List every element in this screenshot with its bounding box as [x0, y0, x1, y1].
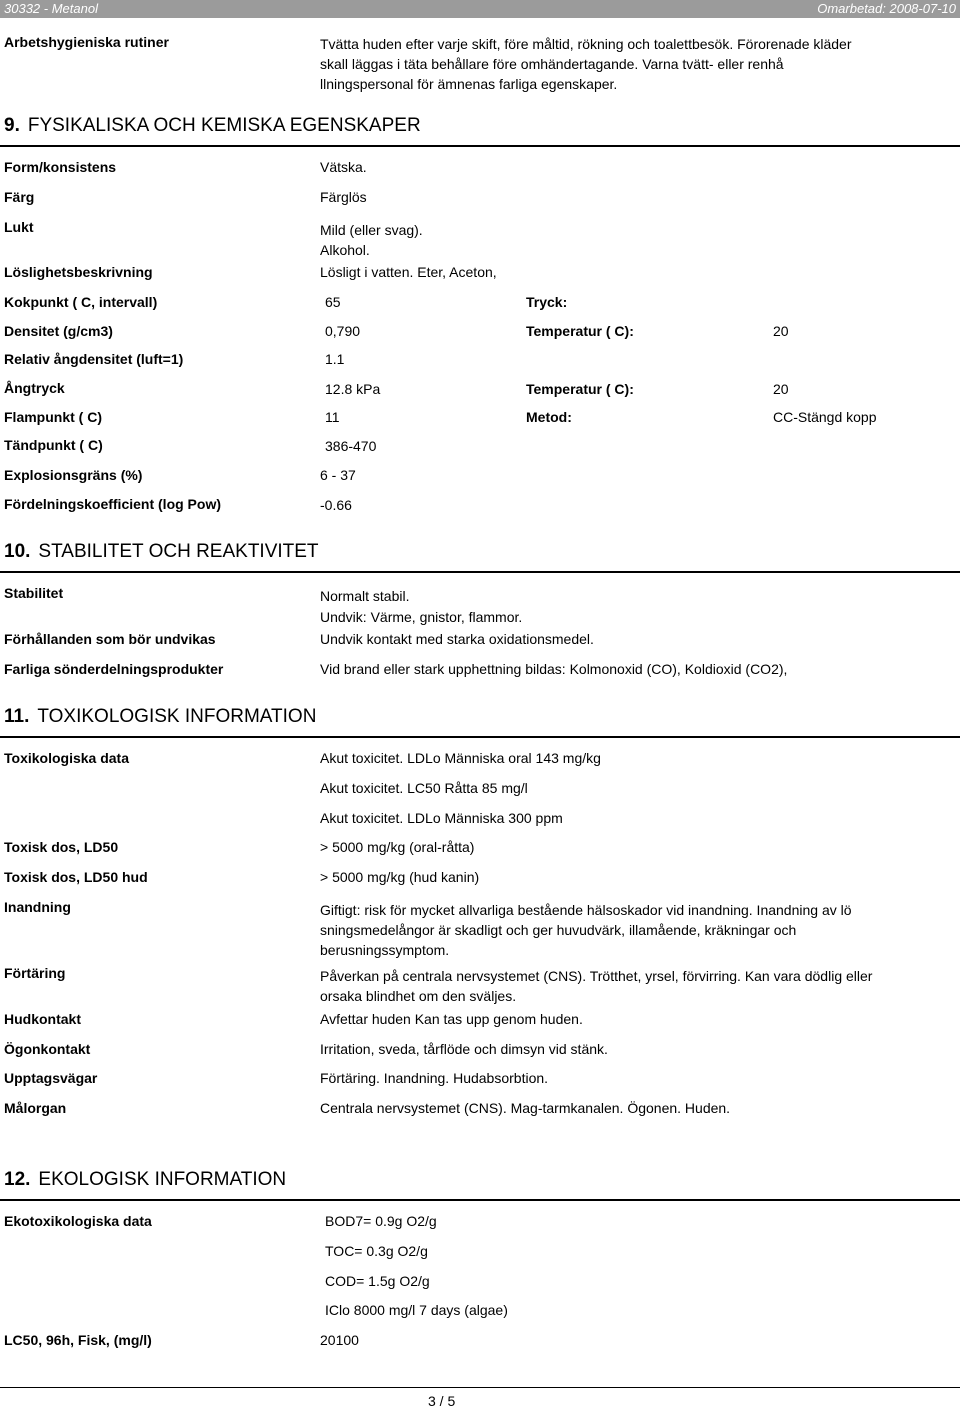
ld50-skin-label: Toxisk dos, LD50 hud	[4, 869, 148, 885]
target-label: Målorgan	[4, 1100, 67, 1116]
section-9-heading: FYSIKALISKA OCH KEMISKA EGENSKAPER	[27, 115, 421, 136]
ingestion-label: Förtäring	[4, 965, 66, 981]
vapor-pressure-value: 12.8 kPa	[325, 381, 381, 397]
form-value: Vätska.	[320, 159, 367, 175]
density-temp-label: Temperatur ( C):	[526, 323, 634, 339]
tox-value: Akut toxicitet. LDLo Människa 300 ppm	[320, 810, 563, 826]
odor-value-2: Alkohol.	[320, 242, 370, 258]
section-10-heading: STABILITET OCH REAKTIVITET	[38, 541, 319, 562]
ecotox-label: Ekotoxikologiska data	[4, 1213, 152, 1229]
section-10-number: 10.	[4, 541, 31, 562]
section-9-divider	[0, 145, 960, 147]
vapor-density-label: Relativ ångdensitet (luft=1)	[4, 351, 184, 367]
method-label: Metod:	[526, 409, 572, 425]
header-bar	[0, 0, 960, 18]
ecotox-value: TOC= 0.3g O2/g	[325, 1243, 428, 1259]
ecotox-value: COD= 1.5g O2/g	[325, 1273, 430, 1289]
ecotox-value: IClo 8000 mg/l 7 days (algae)	[325, 1302, 508, 1318]
avoid-value: Undvik: Värme, gnistor, flammor.	[320, 609, 523, 625]
color-label: Färg	[4, 189, 35, 205]
boiling-label: Kokpunkt ( C, intervall)	[4, 294, 158, 310]
method-value: CC-Stängd kopp	[773, 409, 877, 425]
vapor-density-value: 1.1	[325, 351, 345, 367]
density-label: Densitet (g/cm3)	[4, 323, 113, 339]
partition-value: -0.66	[320, 497, 352, 513]
decomp-label: Farliga sönderdelningsprodukter	[4, 661, 224, 677]
form-label: Form/konsistens	[4, 159, 117, 175]
eye-label: Ögonkontakt	[4, 1041, 91, 1057]
routes-value: Förtäring. Inandning. Hudabsorbtion.	[320, 1070, 549, 1086]
stability-label: Stabilitet	[4, 585, 64, 601]
ignition-label: Tändpunkt ( C)	[4, 437, 103, 453]
odor-value-1: Mild (eller svag).	[320, 222, 423, 238]
vapor-pressure-label: Ångtryck	[4, 380, 65, 396]
ld50-label: Toxisk dos, LD50	[4, 839, 119, 855]
ecotox-value: BOD7= 0.9g O2/g	[325, 1213, 437, 1229]
hygiene-label: Arbetshygieniska rutiner	[4, 34, 169, 50]
section-10-divider	[0, 571, 960, 573]
section-12-divider	[0, 1199, 960, 1201]
odor-label: Lukt	[4, 219, 34, 235]
routes-label: Upptagsvägar	[4, 1070, 98, 1086]
density-value: 0,790	[325, 323, 361, 339]
conditions-value: Undvik kontakt med starka oxidationsmedel.	[320, 631, 594, 647]
solubility-label: Löslighetsbeskrivning	[4, 264, 153, 280]
lc50-label: LC50, 96h, Fisk, (mg/l)	[4, 1332, 152, 1348]
pressure-label: Tryck:	[526, 294, 568, 310]
tox-value: Akut toxicitet. LDLo Människa oral 143 mg/kg	[320, 750, 601, 766]
inhalation-value: Giftigt: risk för mycket allvarliga bestående hälsoskador vid inandning. Inandning av lö sningsmedelångor är skadligt och ger huvudvärk, illamående, kräkningar och berusningssymptom.	[320, 902, 852, 958]
section-9-number: 9.	[4, 115, 20, 136]
section-12-number: 12.	[4, 1169, 31, 1190]
footer-divider	[0, 1387, 960, 1388]
vapor-temp-value: 20	[773, 381, 789, 397]
color-value: Färglös	[320, 189, 367, 205]
stability-value: Normalt stabil.	[320, 588, 410, 604]
decomp-value: Vid brand eller stark upphettning bildas: Kolmonoxid (CO), Koldioxid (CO2),	[320, 661, 788, 677]
explosion-value: 6 - 37	[320, 467, 356, 483]
density-temp-value: 20	[773, 323, 789, 339]
solubility-value: Lösligt i vatten. Eter, Aceton,	[320, 264, 497, 280]
tox-label: Toxikologiska data	[4, 750, 129, 766]
tox-value: Akut toxicitet. LC50 Råtta 85 mg/l	[320, 780, 528, 796]
section-11-number: 11.	[4, 706, 30, 727]
target-value: Centrala nervsystemet (CNS). Mag-tarmkanalen. Ögonen. Huden.	[320, 1100, 731, 1116]
conditions-label: Förhållanden som bör undvikas	[4, 631, 216, 647]
vapor-temp-label: Temperatur ( C):	[526, 381, 634, 397]
boiling-value: 65	[325, 294, 341, 310]
revision-date: Omarbetad: 2008-07-10	[817, 1, 956, 16]
eye-value: Irritation, sveda, tårflöde och dimsyn vid stänk.	[320, 1041, 608, 1057]
section-11-heading: TOXIKOLOGISK INFORMATION	[37, 706, 317, 727]
lc50-value: 20100	[320, 1332, 359, 1348]
section-12-heading: EKOLOGISK INFORMATION	[38, 1169, 287, 1190]
flash-label: Flampunkt ( C)	[4, 409, 102, 425]
section-12-title	[4, 1169, 286, 1191]
section-11-title	[4, 706, 316, 728]
hygiene-text: Tvätta huden efter varje skift, före måltid, rökning och toalettbesök. Förorenade kläder skall läggas i täta behållare före omhändertagande. Varna tvätt- eller renhå llningspersonal för ämnenas farliga egenskaper.	[320, 36, 852, 92]
document-title: 30332 - Metanol	[4, 1, 98, 16]
section-9-title	[4, 115, 421, 137]
inhalation-label: Inandning	[4, 899, 71, 915]
ignition-value: 386-470	[325, 438, 377, 454]
page-number: 3 / 5	[428, 1393, 456, 1409]
flash-value: 11	[325, 409, 340, 425]
ld50-skin-value: > 5000 mg/kg (hud kanin)	[320, 869, 480, 885]
section-10-title	[4, 541, 319, 563]
section-11-divider	[0, 736, 960, 738]
partition-label: Fördelningskoefficient (log Pow)	[4, 496, 221, 512]
ld50-value: > 5000 mg/kg (oral-råtta)	[320, 839, 475, 855]
explosion-label: Explosionsgräns (%)	[4, 467, 143, 483]
ingestion-value: Påverkan på centrala nervsystemet (CNS). Trötthet, yrsel, förvirring. Kan vara dödlig eller orsaka blindhet om den sväljes.	[320, 968, 873, 1004]
skin-label: Hudkontakt	[4, 1011, 81, 1027]
skin-value: Avfettar huden Kan tas upp genom huden.	[320, 1011, 583, 1027]
